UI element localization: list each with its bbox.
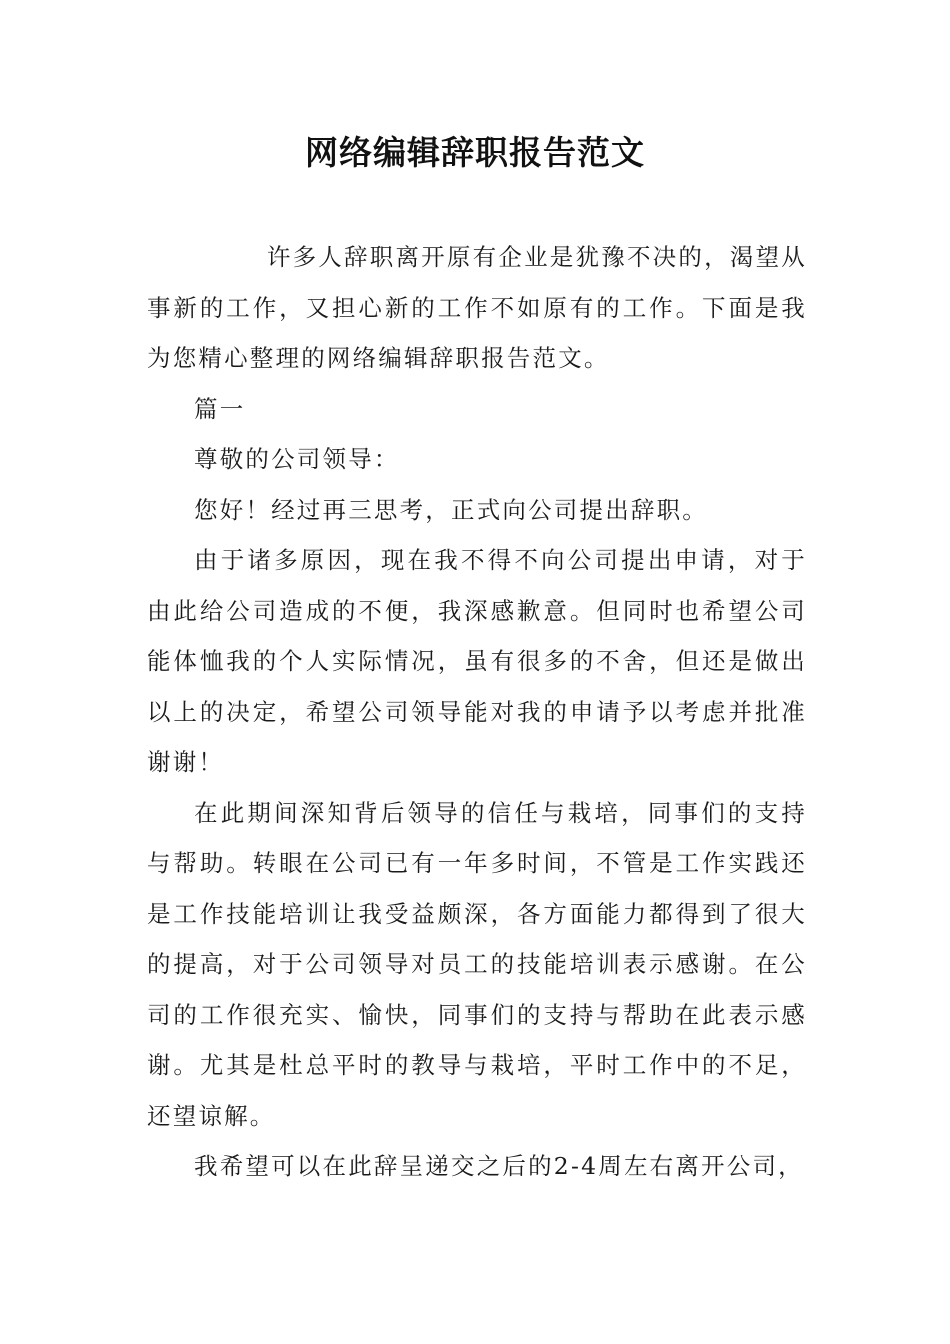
greeting-paragraph: 您好！经过再三思考，正式向公司提出辞职。 bbox=[194, 495, 708, 524]
intro-paragraph: 许多人辞职离开原有企业是犹豫不决的，渴望从事新的工作，又担心新的工作不如原有的工作。下面是我为您精心整理的网络编辑辞职报告范文。 bbox=[147, 243, 807, 372]
document-body bbox=[147, 232, 807, 1192]
body-paragraph: 我希望可以在此辞呈递交之后的2-4周左右离开公司， bbox=[194, 1152, 804, 1180]
section-heading: 篇一 bbox=[194, 394, 246, 423]
body-paragraph: 在此期间深知背后领导的信任与栽培，同事们的支持与帮助。转眼在公司已有一年多时间，不管是工作实践还是工作技能培训让我受益颇深，各方面能力都得到了很大的提高，对于公司领导对员工的技能培训表示感谢。在公司的工作很充实、愉快，同事们的支持与帮助在此表示感谢。尤其是杜总平时的教导与栽培，平时工作中的不足，还望谅解。 bbox=[147, 798, 807, 1130]
body-paragraph: 由于诸多原因，现在我不得不向公司提出申请，对于由此给公司造成的不便，我深感歉意。但同时也希望公司能体恤我的个人实际情况，虽有很多的不舍，但还是做出以上的决定，希望公司领导能对我的申请予以考虑并批准谢谢！ bbox=[147, 546, 807, 776]
salutation: 尊敬的公司领导： bbox=[194, 445, 400, 473]
document-title: 网络编辑辞职报告范文 bbox=[305, 133, 645, 172]
